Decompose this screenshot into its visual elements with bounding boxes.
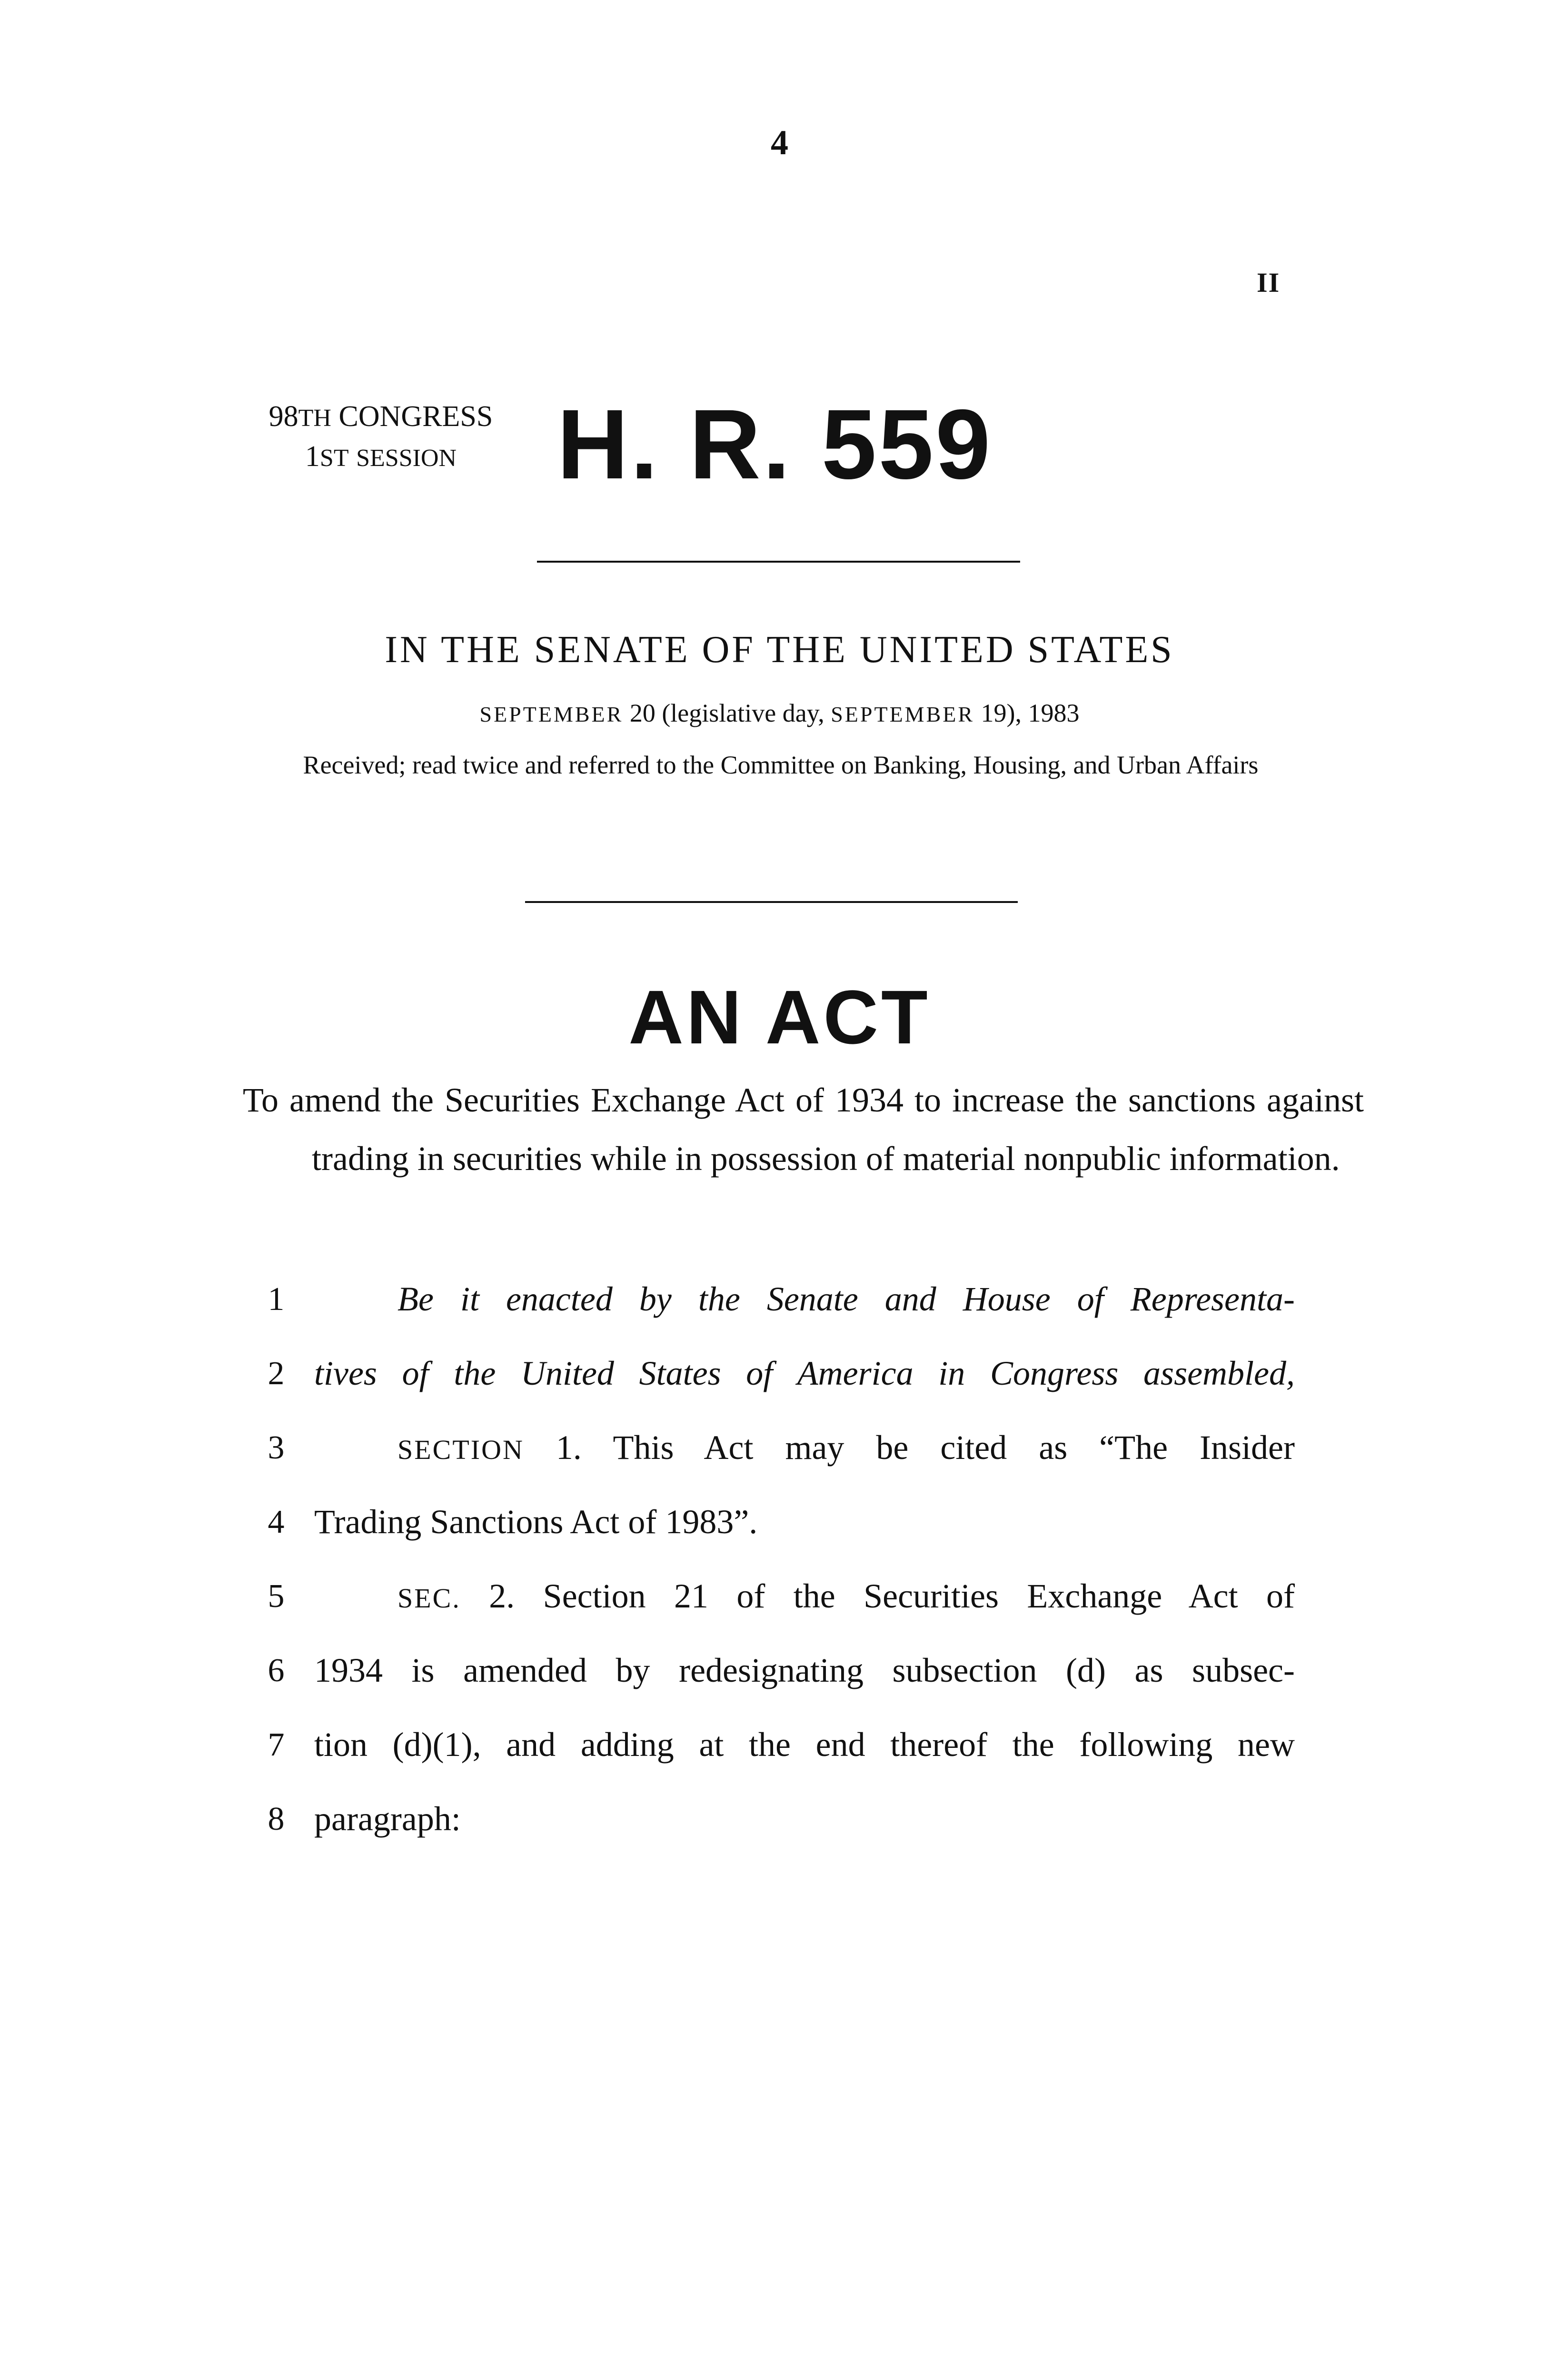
session-word: SESSION [356,445,457,472]
section-line: Trading Sanctions Act of 1983”. [314,1503,758,1541]
bill-number: H. R. 559 [557,389,993,500]
congress-suffix: TH [298,405,331,432]
divider-rule [525,901,1018,903]
act-heading: AN ACT [628,974,931,1060]
congress-line [238,397,524,437]
line-number: 1 [268,1281,285,1318]
referral-text: Received; read twice and referred to the Committee on Banking, Housing, and Urban Affairs [303,751,1259,779]
line-number: 2 [268,1355,285,1392]
legislative-month: SEPTEMBER [831,702,975,726]
section-line: SEC. 2. Section 21 of the Securities Exchange Act of [397,1577,1295,1615]
congress-session-block [238,397,524,477]
line-number: 5 [268,1578,285,1615]
section-line: paragraph: [314,1800,461,1838]
chamber-heading: IN THE SENATE OF THE UNITED STATES [385,629,1174,671]
act-purpose: To amend the Securities Exchange Act of 1934 to increase the sanctions against trading in securities while in possession of material nonpublic information. [243,1081,1364,1178]
page-number: 4 [771,123,788,162]
session-number: 1 [305,440,320,473]
action-date-line [0,698,1559,728]
legislative-date-text: 19), 1983 [974,699,1080,727]
session-suffix: ST [319,445,349,472]
section-line: tion (d)(1), and adding at the end thereof the following new [314,1726,1295,1764]
section-line: 1934 is amended by redesignating subsection (d) as subsec- [314,1651,1295,1689]
session-line [238,437,524,477]
congress-number: 98 [268,400,298,433]
date-month: SEPTEMBER [479,702,624,726]
line-number: 6 [268,1652,285,1689]
divider-rule [537,561,1020,563]
line-number: 7 [268,1726,285,1763]
congress-word: CONGRESS [338,400,493,433]
line-number: 3 [268,1429,285,1466]
date-text: 20 (legislative day, [623,699,831,727]
section-line: SECTION 1. This Act may be cited as “The Insider [397,1428,1295,1467]
line-number: 4 [268,1504,285,1540]
enacting-clause-line: tives of the United States of America in Congress assembled, [314,1354,1295,1392]
line-number: 8 [268,1801,285,1837]
version-mark: II [1257,267,1281,298]
enacting-clause-line: Be it enacted by the Senate and House of Representa- [397,1280,1295,1318]
